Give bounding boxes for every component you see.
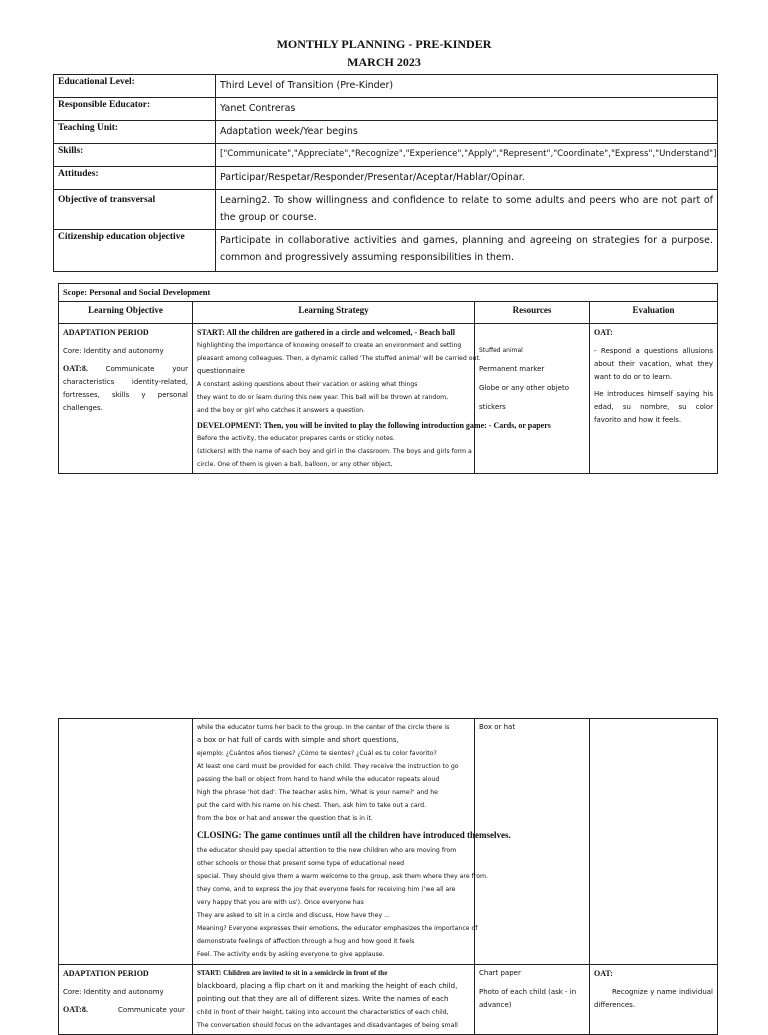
objective-core: Core: Identity and autonomy xyxy=(63,988,164,996)
info-value: Participate in collaborative activities and games, planning and agreeing on strategies for a purpose. common and progressively assuming responsibilities in them. xyxy=(216,230,718,272)
resource-item: stickers xyxy=(479,403,506,411)
evaluation-text: - Respond a questions allusions about their vacation, what they want to do or to learn. xyxy=(594,347,714,381)
strategy-line: pointing out that they are all of different sizes. Write the names of each xyxy=(197,995,449,1003)
strategy-start-heading: START: All the children are gathered in a circle and welcomed, - Beach ball xyxy=(197,328,455,337)
scope-title: Scope: Personal and Social Development xyxy=(59,284,718,302)
evaluation-label: OAT: xyxy=(594,328,613,337)
resource-item: Stuffed animal xyxy=(479,347,523,354)
resources-cell xyxy=(475,324,590,474)
col-header-objective: Learning Objective xyxy=(59,302,193,324)
table-row xyxy=(59,965,718,1035)
strategy-line: They are asked to sit in a circle and discuss, How have they ... xyxy=(197,912,390,919)
info-value: Third Level of Transition (Pre-Kinder) xyxy=(216,75,718,98)
strategy-line: very happy that you are with us'). Once everyone has xyxy=(197,899,364,906)
info-value: Participar/Respetar/Responder/Presentar/Aceptar/Hablar/Opinar. xyxy=(216,167,718,190)
strategy-line: blackboard, placing a flip chart on it and marking the height of each child, xyxy=(197,982,458,990)
strategy-line: Meaning? Everyone expresses their emotions, the educator emphasizes the importance of xyxy=(197,925,478,932)
strategy-line: and the boy or girl who catches it answers a question. xyxy=(197,407,366,414)
strategy-line: from the box or hat and answer the question that is in it. xyxy=(197,815,373,822)
strategy-line: highlighting the importance of knowing oneself to create an environment and setting xyxy=(197,342,462,349)
objective-oat-text: Communicate your characteristics identity-related, fortresses, skills y personal challenges. xyxy=(63,365,188,412)
strategy-line: Before the activity, the educator prepares cards or sticky notes. xyxy=(197,435,395,442)
continuation-table xyxy=(58,718,718,1035)
objective-cell xyxy=(59,965,193,1035)
strategy-line: high the phrase 'hot dad'. The teacher asks him, 'What is your name?' and he xyxy=(197,789,438,796)
strategy-line: questionnaire xyxy=(197,367,245,375)
info-label: Citizenship education objective xyxy=(54,230,216,272)
info-value: Learning2. To show willingness and confidence to relate to some adults and peers who are not part of the group or course. xyxy=(216,190,718,230)
strategy-line: ejemplo: ¿Cuántos años tienes? ¿Cómo te sientes? ¿Cuál es tu color favorito? xyxy=(197,750,437,757)
evaluation-label: OAT: xyxy=(594,969,613,978)
table-row xyxy=(59,719,718,965)
strategy-line: circle. One of them is given a ball, balloon, or any other object, xyxy=(197,461,393,468)
objective-oat-label: OAT:8. xyxy=(63,1005,88,1014)
objective-oat-text: Communicate your xyxy=(118,1006,185,1014)
info-value: Yanet Contreras xyxy=(216,98,718,121)
info-row-unit xyxy=(54,121,718,144)
resource-item: Box or hat xyxy=(479,723,516,731)
strategy-line: special. They should give them a warm welcome to the group, ask them where they are from. xyxy=(197,873,488,880)
info-label: Responsible Educator: xyxy=(54,98,216,121)
objective-oat xyxy=(63,1003,188,1017)
strategy-line: other schools or those that present some type of educational need xyxy=(197,860,405,867)
info-label: Attitudes: xyxy=(54,167,216,190)
table-row xyxy=(59,324,718,474)
info-value: Adaptation week/Year begins xyxy=(216,121,718,144)
page-subtitle: MARCH 2023 xyxy=(347,55,421,69)
strategy-line: The conversation should focus on the advantages and disadvantages of being small xyxy=(197,1022,458,1029)
strategy-line: Feel. The activity ends by asking everyone to give applause. xyxy=(197,951,385,958)
strategy-line: they come, and to express the joy that everyone feels for receiving him ('we all are xyxy=(197,886,456,893)
objective-heading: ADAPTATION PERIOD xyxy=(63,328,149,337)
strategy-line: a box or hat full of cards with simple and short questions, xyxy=(197,736,399,744)
strategy-line: while the educator turns her back to the group. In the center of the circle there is xyxy=(197,724,450,731)
info-label: Skills: xyxy=(54,144,216,167)
col-header-resources: Resources xyxy=(475,302,590,324)
objective-core: Core: Identity and autonomy xyxy=(63,347,164,355)
evaluation-cell xyxy=(590,324,718,474)
resource-item: Chart paper xyxy=(479,969,521,977)
resource-item: Globe or any other objeto xyxy=(479,384,569,392)
strategy-line: At least one card must be provided for each child. They receive the instruction to go xyxy=(197,763,459,770)
strategy-cell xyxy=(193,965,475,1035)
info-table xyxy=(53,74,718,272)
strategy-line: child in front of their height, taking into account the characteristics of each child, xyxy=(197,1009,449,1016)
evaluation-cell xyxy=(590,965,718,1035)
info-row-educator xyxy=(54,98,718,121)
strategy-line: (stickers) with the name of each boy and girl in the classroom. The boys and girls form a xyxy=(197,448,472,455)
scope-title-row xyxy=(59,284,718,302)
info-row-citizenship xyxy=(54,230,718,272)
info-row-transversal xyxy=(54,190,718,230)
strategy-line: the educator should pay special attention to the new children who are moving from xyxy=(197,847,457,854)
evaluation-cell xyxy=(590,719,718,965)
objective-heading: ADAPTATION PERIOD xyxy=(63,969,149,978)
resources-cell xyxy=(475,719,590,965)
strategy-closing-heading: CLOSING: The game continues until all the children have introduced themselves. xyxy=(197,830,511,840)
info-row-skills xyxy=(54,144,718,167)
resource-item: Photo of each child (ask - in advance) xyxy=(479,988,577,1009)
info-row-attitudes xyxy=(54,167,718,190)
objective-cell xyxy=(59,719,193,965)
strategy-dev-heading: DEVELOPMENT: Then, you will be invited to play the following introduction game: - Cards, or papers xyxy=(197,421,551,430)
objective-oat-label: OAT:8. xyxy=(63,364,88,373)
info-row-level xyxy=(54,75,718,98)
col-header-strategy: Learning Strategy xyxy=(193,302,475,324)
col-header-evaluation: Evaluation xyxy=(590,302,718,324)
info-label: Objective of transversal xyxy=(54,190,216,230)
resource-item: Permanent marker xyxy=(479,365,545,373)
info-label: Educational Level: xyxy=(54,75,216,98)
scope-header-row xyxy=(59,302,718,324)
strategy-line: A constant asking questions about their vacation or asking what things xyxy=(197,381,418,388)
strategy-line: passing the ball or object from hand to hand while the educator repeats aloud xyxy=(197,776,440,783)
evaluation-text: He introduces himself saying his edad, su nombre, su color favorito and how it feels. xyxy=(594,390,714,424)
strategy-start-heading: START: Children are invited to sit in a semicircle in front of the xyxy=(197,969,388,977)
strategy-cell xyxy=(193,719,511,965)
objective-cell xyxy=(59,324,193,474)
info-value: ["Communicate","Appreciate","Recognize","Experience","Apply","Represent","Coordinate","Express","Understand"] xyxy=(216,144,718,167)
evaluation-text: Recognize y name individual differences. xyxy=(594,988,713,1009)
scope-table xyxy=(58,283,718,474)
resources-cell xyxy=(475,965,590,1035)
strategy-line: demonstrate feelings of affection through a hug and how good it feels xyxy=(197,938,415,945)
page-title: MONTHLY PLANNING - PRE-KINDER xyxy=(276,37,492,51)
objective-oat xyxy=(63,362,188,415)
info-label: Teaching Unit: xyxy=(54,121,216,144)
strategy-line: pleasant among colleagues. Then, a dynamic called 'The stuffed animal' will be carried out. xyxy=(197,355,481,362)
strategy-line: they want to do or learn during this new year. This ball will be thrown at random, xyxy=(197,394,449,401)
strategy-line: put the card with his name on his chest. Then, ask him to take out a card. xyxy=(197,802,427,809)
